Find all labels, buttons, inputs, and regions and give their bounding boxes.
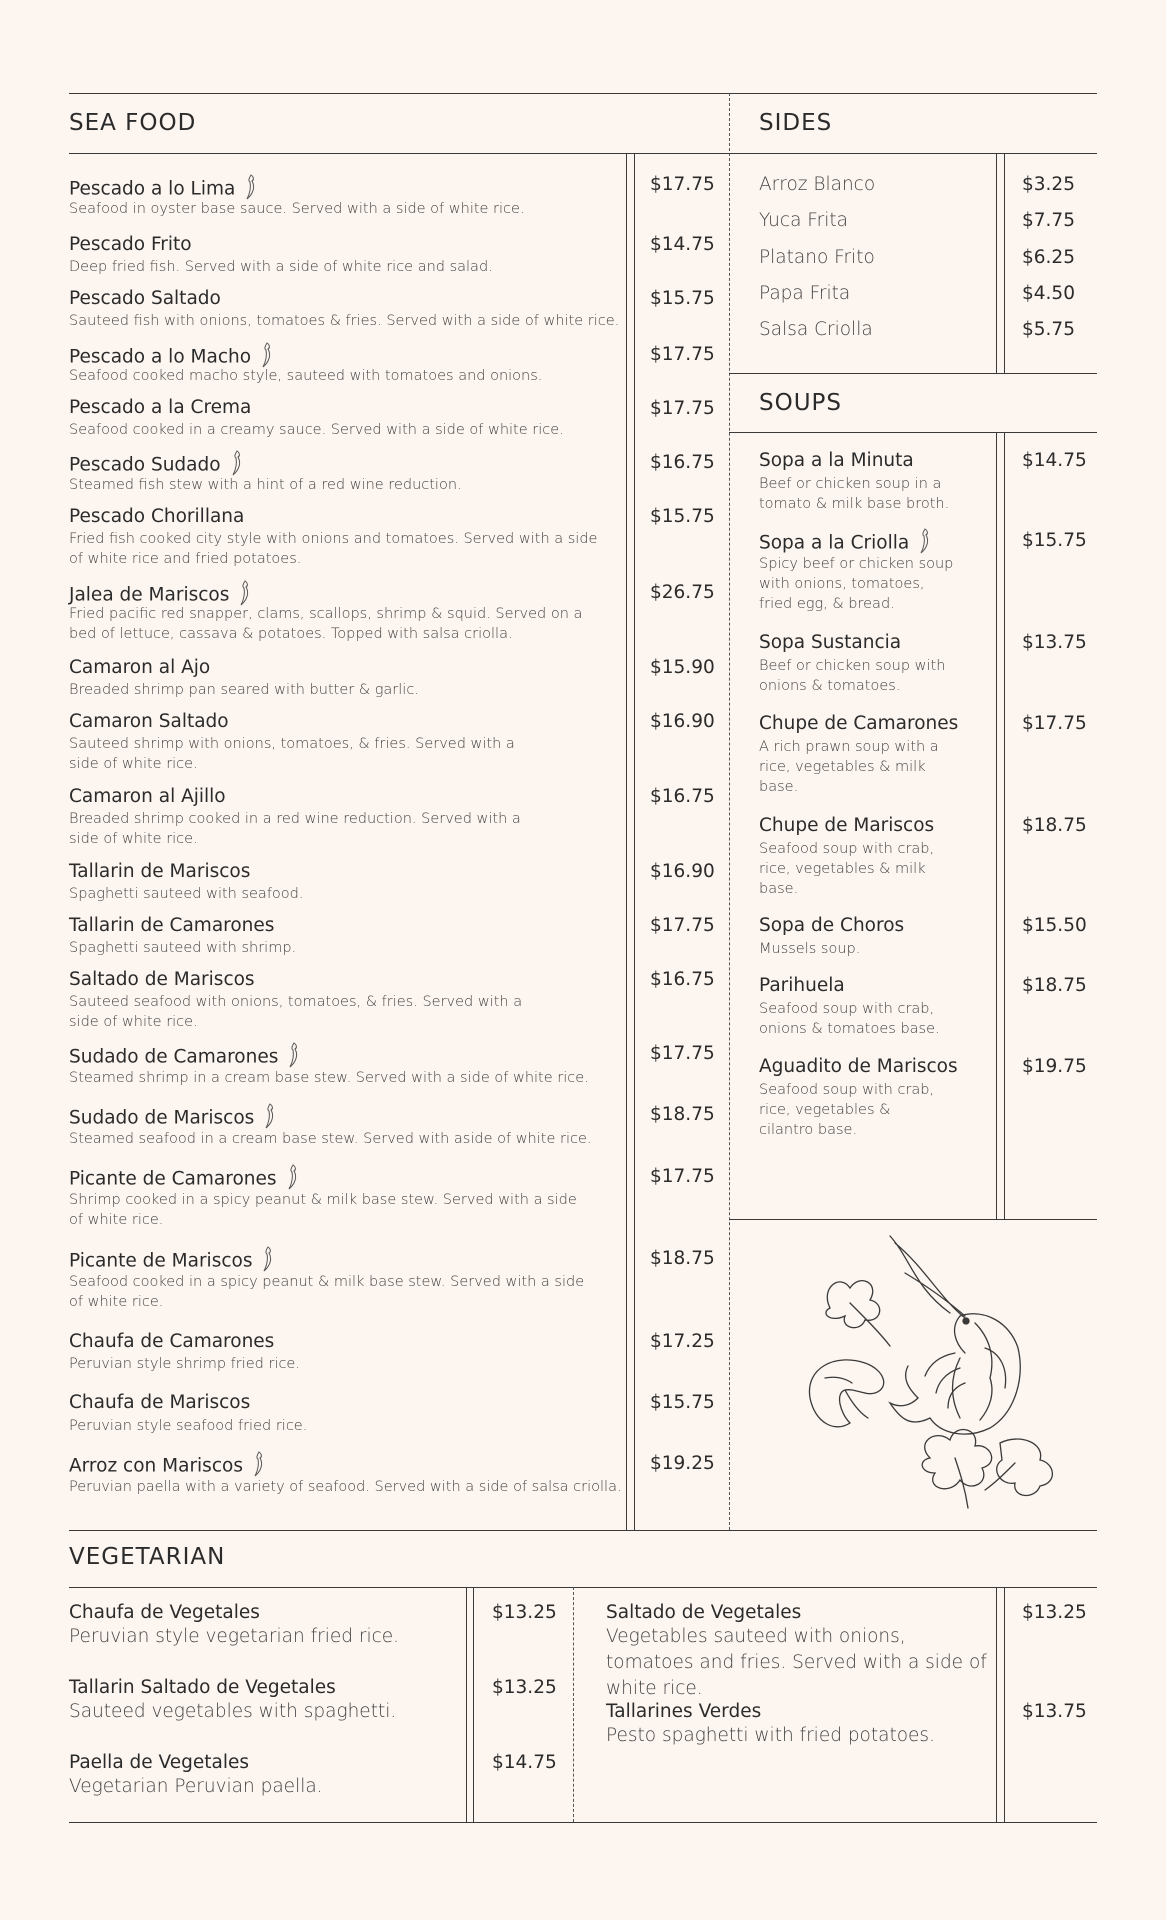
menu-item-price: $17.25 bbox=[650, 1331, 715, 1352]
menu-item-description: Fried pacific red snapper, clams, scallops, shrimp & squid. Served on a bed of lettuce, cassava & potatoes. Topped with salsa criolla. bbox=[69, 606, 583, 642]
menu-item-description: Sauteed seafood with onions, tomatoes, & fries. Served with a side of white rice. bbox=[69, 994, 523, 1030]
menu-item-description: Seafood cooked in a creamy sauce. Served with a side of white rice. bbox=[69, 422, 564, 438]
menu-item-description: Spaghetti sauteed with shrimp. bbox=[69, 940, 297, 956]
sides-price-divider-1 bbox=[996, 153, 997, 373]
soup-item-name: Sopa a la Criolla bbox=[759, 528, 933, 559]
menu-item-price: $18.75 bbox=[650, 1248, 715, 1269]
veg-item-price: $14.75 bbox=[492, 1752, 557, 1773]
menu-item-name: Pescado Frito bbox=[69, 234, 192, 255]
soup-item-description: Seafood soup with crab, onions & tomatoes base. bbox=[759, 1001, 940, 1037]
menu-item-price: $16.75 bbox=[650, 786, 715, 807]
menu-item-price: $17.75 bbox=[650, 915, 715, 936]
menu-item-name: Pescado Chorillana bbox=[69, 506, 245, 527]
side-item-name: Platano Frito bbox=[759, 247, 875, 268]
menu-item-price: $17.75 bbox=[650, 398, 715, 419]
soup-item-name: Sopa Sustancia bbox=[759, 632, 902, 653]
menu-item-name: Pescado a lo Lima bbox=[69, 174, 259, 205]
menu-item-description: Deep fried fish. Served with a side of white rice and salad. bbox=[69, 259, 493, 275]
center-dashed-divider bbox=[729, 93, 730, 1530]
menu-item-description: Seafood in oyster base sauce. Served with a side of white rice. bbox=[69, 201, 525, 217]
vegetarian-header-rule bbox=[69, 1587, 1097, 1588]
soup-item-name: Chupe de Mariscos bbox=[759, 815, 935, 836]
soup-item-description: Beef or chicken soup with onions & tomatoes. bbox=[759, 658, 946, 694]
veg-left-price-divider-1 bbox=[466, 1587, 467, 1822]
soup-item-description: A rich prawn soup with a rice, vegetables & milk base. bbox=[759, 739, 939, 795]
soup-item-name: Sopa a la Minuta bbox=[759, 450, 914, 471]
veg-left-price-divider-2 bbox=[473, 1587, 474, 1822]
menu-item-name: Pescado Saltado bbox=[69, 288, 221, 309]
soup-item-name: Chupe de Camarones bbox=[759, 713, 959, 734]
menu-item-price: $15.75 bbox=[650, 288, 715, 309]
menu-item-name: Pescado Sudado bbox=[69, 450, 245, 481]
veg-right-price-divider-2 bbox=[1004, 1587, 1005, 1822]
menu-item-description: Sauteed fish with onions, tomatoes & fries. Served with a side of white rice. bbox=[69, 313, 620, 329]
side-item-name: Arroz Blanco bbox=[759, 174, 876, 195]
menu-item-name: Arroz con Mariscos bbox=[69, 1451, 267, 1482]
veg-item-name: Saltado de Vegetales bbox=[606, 1602, 802, 1623]
menu-item-description: Breaded shrimp cooked in a red wine reduction. Served with a side of white rice. bbox=[69, 811, 521, 847]
menu-item-price: $16.90 bbox=[650, 711, 715, 732]
soup-item-description: Spicy beef or chicken soup with onions, tomatoes, fried egg, & bread. bbox=[759, 556, 954, 612]
side-item-price: $7.75 bbox=[1022, 210, 1075, 231]
veg-item-description: Vegetarian Peruvian paella. bbox=[69, 1776, 323, 1797]
soup-item-price: $19.75 bbox=[1022, 1056, 1087, 1077]
veg-item-name: Tallarines Verdes bbox=[606, 1701, 762, 1722]
soup-item-price: $13.75 bbox=[1022, 632, 1087, 653]
soup-item-price: $17.75 bbox=[1022, 713, 1087, 734]
soup-item-price: $14.75 bbox=[1022, 450, 1087, 471]
soups-price-divider-2 bbox=[1004, 432, 1005, 1219]
vegetarian-top-rule bbox=[69, 1530, 1097, 1531]
soup-item-price: $15.75 bbox=[1022, 530, 1087, 551]
veg-item-price: $13.25 bbox=[492, 1677, 557, 1698]
menu-item-name: Camaron al Ajo bbox=[69, 657, 211, 678]
menu-item-description: Shrimp cooked in a spicy peanut & milk base stew. Served with a side of white rice. bbox=[69, 1192, 577, 1228]
menu-item-description: Peruvian style seafood fried rice. bbox=[69, 1418, 308, 1434]
menu-item-price: $15.75 bbox=[650, 506, 715, 527]
menu-item-name: Tallarin de Mariscos bbox=[69, 861, 251, 882]
menu-item-name: Picante de Camarones bbox=[69, 1164, 301, 1195]
soup-item-name: Aguadito de Mariscos bbox=[759, 1056, 958, 1077]
veg-item-description: Pesto spaghetti with fried potatoes. bbox=[606, 1725, 935, 1746]
menu-item-price: $16.90 bbox=[650, 861, 715, 882]
menu-item-description: Peruvian style shrimp fried rice. bbox=[69, 1356, 300, 1372]
seafood-price-divider-1 bbox=[626, 153, 627, 1530]
menu-item-name: Pescado a lo Macho bbox=[69, 342, 275, 373]
menu-item-price: $15.75 bbox=[650, 1392, 715, 1413]
shrimp-illustration bbox=[790, 1228, 1080, 1518]
veg-item-description: Peruvian style vegetarian fried rice. bbox=[69, 1626, 400, 1647]
menu-item-price: $17.75 bbox=[650, 174, 715, 195]
soups-bottom-rule bbox=[729, 1219, 1097, 1220]
menu-item-description: Breaded shrimp pan seared with butter & garlic. bbox=[69, 682, 419, 698]
side-item-price: $5.75 bbox=[1022, 319, 1075, 340]
sides-title: SIDES bbox=[759, 110, 833, 136]
vegetarian-title: VEGETARIAN bbox=[69, 1544, 226, 1570]
menu-item-description: Steamed seafood in a cream base stew. Served with aside of white rice. bbox=[69, 1131, 592, 1147]
sides-price-divider-2 bbox=[1004, 153, 1005, 373]
menu-item-name: Chaufa de Camarones bbox=[69, 1331, 275, 1352]
veg-item-description: Sauteed vegetables with spaghetti. bbox=[69, 1701, 397, 1722]
soup-item-description: Seafood soup with crab, rice, vegetables & cilantro base. bbox=[759, 1082, 935, 1138]
seafood-header-rule bbox=[69, 153, 729, 154]
soup-item-description: Mussels soup. bbox=[759, 941, 861, 957]
veg-right-price-divider-1 bbox=[996, 1587, 997, 1822]
side-item-price: $4.50 bbox=[1022, 283, 1075, 304]
menu-item-name: Tallarin de Camarones bbox=[69, 915, 275, 936]
menu-item-name: Picante de Mariscos bbox=[69, 1246, 276, 1277]
menu-item-name: Pescado a la Crema bbox=[69, 397, 252, 418]
menu-item-description: Sauteed shrimp with onions, tomatoes, & fries. Served with a side of white rice. bbox=[69, 736, 515, 772]
soups-header-rule bbox=[729, 432, 1097, 433]
top-rule bbox=[69, 93, 1097, 94]
menu-item-name: Camaron Saltado bbox=[69, 711, 229, 732]
soup-item-price: $18.75 bbox=[1022, 815, 1087, 836]
veg-dashed-divider bbox=[573, 1587, 574, 1822]
seafood-price-divider-2 bbox=[634, 153, 635, 1530]
menu-item-description: Seafood cooked in a spicy peanut & milk base stew. Served with a side of white rice. bbox=[69, 1274, 585, 1310]
veg-item-name: Tallarin Saltado de Vegetales bbox=[69, 1677, 336, 1698]
menu-item-price: $18.75 bbox=[650, 1104, 715, 1125]
sides-header-rule bbox=[729, 153, 1097, 154]
menu-item-description: Spaghetti sauteed with seafood. bbox=[69, 886, 304, 902]
sides-bottom-rule bbox=[729, 373, 1097, 374]
menu-item-description: Steamed fish stew with a hint of a red wine reduction. bbox=[69, 477, 462, 493]
veg-item-name: Chaufa de Vegetales bbox=[69, 1602, 260, 1623]
menu-item-price: $17.75 bbox=[650, 344, 715, 365]
menu-item-description: Peruvian paella with a variety of seafood. Served with a side of salsa criolla. bbox=[69, 1479, 622, 1495]
side-item-name: Salsa Criolla bbox=[759, 319, 873, 340]
veg-item-name: Paella de Vegetales bbox=[69, 1752, 250, 1773]
soups-title: SOUPS bbox=[759, 390, 843, 416]
menu-item-name: Camaron al Ajillo bbox=[69, 786, 226, 807]
veg-item-price: $13.75 bbox=[1022, 1701, 1087, 1722]
soup-item-description: Seafood soup with crab, rice, vegetables & milk base. bbox=[759, 841, 935, 897]
menu-item-name: Saltado de Mariscos bbox=[69, 969, 255, 990]
veg-item-description: Vegetables sauteed with onions, tomatoes and fries. Served with a side of white rice. bbox=[606, 1626, 987, 1699]
menu-item-price: $17.75 bbox=[650, 1043, 715, 1064]
menu-item-price: $15.90 bbox=[650, 657, 715, 678]
veg-item-price: $13.25 bbox=[1022, 1602, 1087, 1623]
side-item-name: Yuca Frita bbox=[759, 210, 848, 231]
menu-item-name: Jalea de Mariscos bbox=[69, 580, 253, 611]
veg-item-price: $13.25 bbox=[492, 1602, 557, 1623]
seafood-title: SEA FOOD bbox=[69, 110, 197, 136]
menu-item-price: $16.75 bbox=[650, 452, 715, 473]
soup-item-name: Parihuela bbox=[759, 975, 845, 996]
menu-item-price: $19.25 bbox=[650, 1453, 715, 1474]
menu-item-description: Seafood cooked macho style, sauteed with tomatoes and onions. bbox=[69, 368, 543, 384]
soup-item-description: Beef or chicken soup in a tomato & milk base broth. bbox=[759, 476, 950, 512]
soup-item-name: Sopa de Choros bbox=[759, 915, 905, 936]
menu-item-price: $17.75 bbox=[650, 1166, 715, 1187]
menu-item-description: Steamed shrimp in a cream base stew. Served with a side of white rice. bbox=[69, 1070, 589, 1086]
vegetarian-bottom-rule bbox=[69, 1822, 1097, 1823]
menu-item-price: $16.75 bbox=[650, 969, 715, 990]
menu-item-name: Sudado de Camarones bbox=[69, 1042, 302, 1073]
menu-item-price: $14.75 bbox=[650, 234, 715, 255]
menu-item-name: Sudado de Mariscos bbox=[69, 1103, 278, 1134]
side-item-price: $6.25 bbox=[1022, 247, 1075, 268]
soup-item-price: $18.75 bbox=[1022, 975, 1087, 996]
side-item-name: Papa Frita bbox=[759, 283, 851, 304]
menu-item-description: Fried fish cooked city style with onions and tomatoes. Served with a side of white rice and fried potatoes. bbox=[69, 531, 598, 567]
menu-item-price: $26.75 bbox=[650, 582, 715, 603]
side-item-price: $3.25 bbox=[1022, 174, 1075, 195]
soups-price-divider-1 bbox=[996, 432, 997, 1219]
menu-item-name: Chaufa de Mariscos bbox=[69, 1392, 251, 1413]
soup-item-price: $15.50 bbox=[1022, 915, 1087, 936]
